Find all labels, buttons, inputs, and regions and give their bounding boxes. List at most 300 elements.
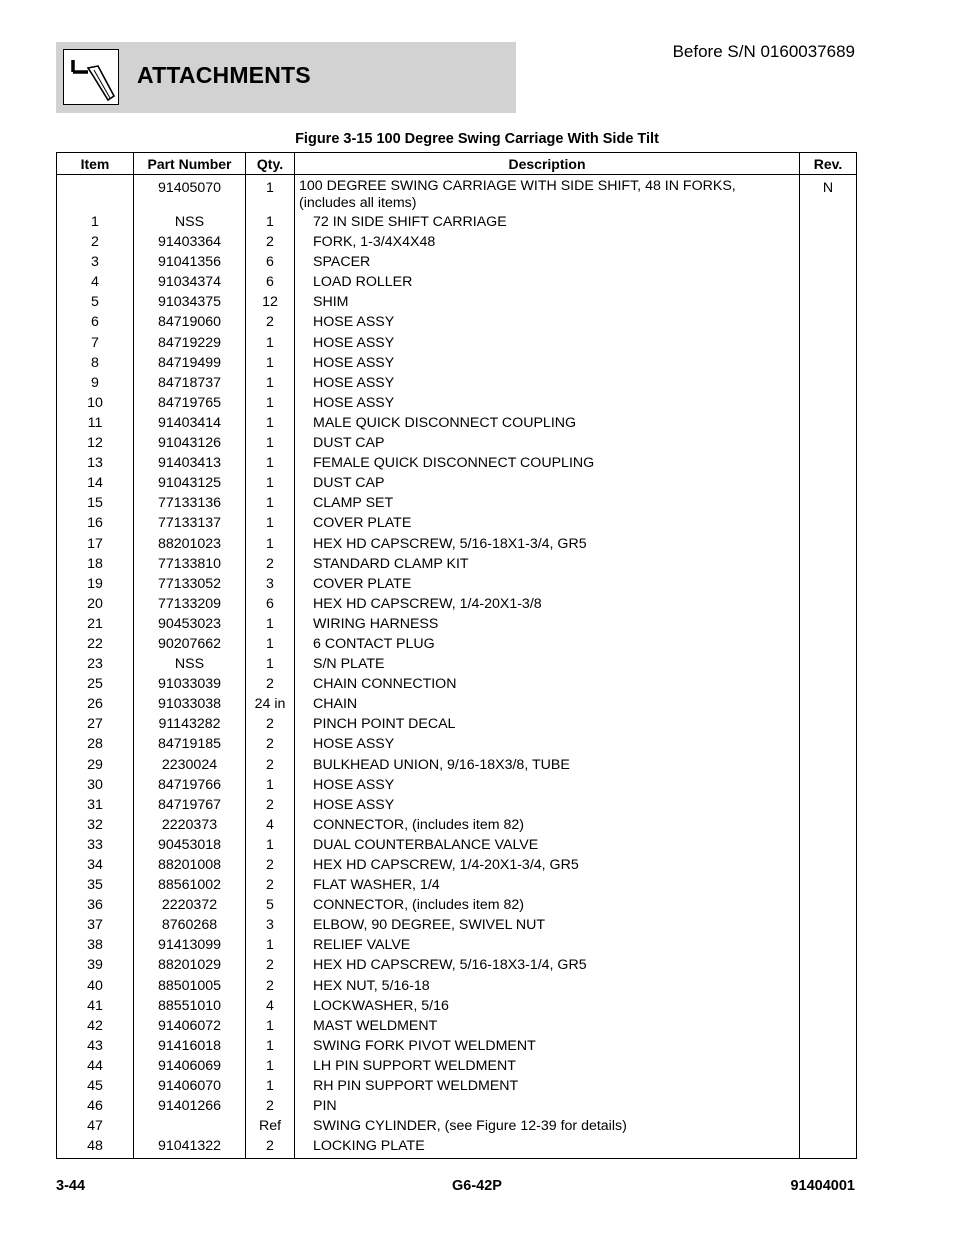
- cell-description: [295, 175, 800, 213]
- cell-item: 12: [57, 433, 134, 453]
- cell-description: [295, 775, 800, 795]
- table-row: [57, 513, 857, 533]
- description-text: HOSE ASSY: [313, 776, 395, 793]
- description-text: DUST CAP: [313, 475, 385, 492]
- cell-item: 39: [57, 955, 134, 975]
- description-text: HEX NUT, 5/16-18: [313, 977, 430, 994]
- cell-rev: [800, 493, 857, 513]
- cell-rev: [800, 433, 857, 453]
- cell-rev: [800, 734, 857, 754]
- cell-item: 45: [57, 1076, 134, 1096]
- cell-part-number: 88501005: [134, 976, 246, 996]
- page-number: 3-44: [56, 1178, 86, 1194]
- cell-part-number: 84719766: [134, 775, 246, 795]
- table-row: [57, 534, 857, 554]
- cell-rev: [800, 855, 857, 875]
- cell-qty: 1: [246, 935, 295, 955]
- cell-item: 36: [57, 895, 134, 915]
- description-text: LOAD ROLLER: [313, 274, 413, 291]
- cell-rev: N: [800, 175, 857, 213]
- cell-rev: [800, 654, 857, 674]
- cell-qty: 3: [246, 574, 295, 594]
- cell-description: [295, 1076, 800, 1096]
- description-text: CHAIN CONNECTION: [313, 676, 457, 693]
- description-text: HOSE ASSY: [313, 354, 395, 371]
- cell-rev: [800, 232, 857, 252]
- cell-qty: 1: [246, 614, 295, 634]
- cell-rev: [800, 212, 857, 232]
- cell-description: [295, 312, 800, 332]
- cell-description: [295, 1056, 800, 1076]
- cell-item: 11: [57, 413, 134, 433]
- cell-item: 5: [57, 292, 134, 312]
- cell-part-number: 90453023: [134, 614, 246, 634]
- table-row: [57, 734, 857, 754]
- description-text: HOSE ASSY: [313, 394, 395, 411]
- cell-rev: [800, 333, 857, 353]
- cell-qty: 2: [246, 795, 295, 815]
- table-row: [57, 413, 857, 433]
- table-row: [57, 815, 857, 835]
- cell-part-number: 90207662: [134, 634, 246, 654]
- cell-description: [295, 373, 800, 393]
- cell-part-number: 2230024: [134, 755, 246, 775]
- table-row: [57, 252, 857, 272]
- cell-part-number: 91143282: [134, 714, 246, 734]
- cell-description: [295, 1096, 800, 1116]
- description-text: MAST WELDMENT: [313, 1017, 438, 1034]
- cell-rev: [800, 373, 857, 393]
- cell-item: 4: [57, 272, 134, 292]
- table-row: [57, 674, 857, 694]
- table-row: [57, 915, 857, 935]
- cell-item: 37: [57, 915, 134, 935]
- description-text: DUST CAP: [313, 435, 385, 452]
- cell-rev: [800, 996, 857, 1016]
- cell-part-number: 91401266: [134, 1096, 246, 1116]
- cell-description: [295, 855, 800, 875]
- description-text: DUAL COUNTERBALANCE VALVE: [313, 836, 539, 853]
- cell-item: 21: [57, 614, 134, 634]
- cell-rev: [800, 674, 857, 694]
- table-row: [57, 654, 857, 674]
- cell-qty: 1: [246, 353, 295, 373]
- cell-description: [295, 815, 800, 835]
- cell-qty: 1: [246, 634, 295, 654]
- description-text: COVER PLATE: [313, 515, 412, 532]
- cell-item: 28: [57, 734, 134, 754]
- cell-item: 2: [57, 232, 134, 252]
- cell-qty: 3: [246, 915, 295, 935]
- cell-part-number: 88201008: [134, 855, 246, 875]
- cell-rev: [800, 513, 857, 533]
- cell-qty: 1: [246, 775, 295, 795]
- description-text: 72 IN SIDE SHIFT CARRIAGE: [313, 214, 507, 230]
- description-text: PINCH POINT DECAL: [313, 716, 456, 733]
- table-row: [57, 714, 857, 734]
- description-text: COVER PLATE: [313, 575, 412, 592]
- cell-qty: 24 in: [246, 694, 295, 714]
- cell-part-number: 8760268: [134, 915, 246, 935]
- cell-description: [295, 353, 800, 373]
- cell-part-number: 90453018: [134, 835, 246, 855]
- serial-note: Before S/N 0160037689: [672, 42, 855, 61]
- cell-rev: [800, 353, 857, 373]
- cell-qty: 1: [246, 393, 295, 413]
- description-text: SHIM: [313, 294, 349, 311]
- cell-item: 40: [57, 976, 134, 996]
- cell-rev: [800, 755, 857, 775]
- cell-part-number: 91034374: [134, 272, 246, 292]
- table-row: [57, 755, 857, 775]
- cell-description: [295, 252, 800, 272]
- cell-qty: 1: [246, 373, 295, 393]
- cell-part-number: 77133137: [134, 513, 246, 533]
- cell-part-number: 91033039: [134, 674, 246, 694]
- cell-qty: 2: [246, 674, 295, 694]
- cell-qty: 5: [246, 895, 295, 915]
- cell-part-number: 84719765: [134, 393, 246, 413]
- table-row: [57, 473, 857, 493]
- cell-qty: 1: [246, 333, 295, 353]
- cell-rev: [800, 252, 857, 272]
- cell-rev: [800, 1076, 857, 1096]
- cell-description: [295, 413, 800, 433]
- cell-rev: [800, 1016, 857, 1036]
- description-text: FORK, 1-3/4X4X48: [313, 234, 436, 251]
- table-row: [57, 614, 857, 634]
- table-row: [57, 955, 857, 975]
- cell-item: 34: [57, 855, 134, 875]
- cell-qty: 1: [246, 1056, 295, 1076]
- cell-part-number: [134, 1116, 246, 1136]
- cell-rev: [800, 594, 857, 614]
- cell-item: 9: [57, 373, 134, 393]
- cell-qty: 2: [246, 312, 295, 332]
- cell-item: 25: [57, 674, 134, 694]
- description-text: FLAT WASHER, 1/4: [313, 877, 440, 894]
- cell-rev: [800, 775, 857, 795]
- cell-rev: [800, 574, 857, 594]
- description-text: WIRING HARNESS: [313, 615, 439, 632]
- cell-item: 15: [57, 493, 134, 513]
- description-text: 6 CONTACT PLUG: [313, 635, 435, 652]
- table-row: [57, 175, 857, 213]
- description-line: 100 DEGREE SWING CARRIAGE WITH SIDE SHIFT, 48 IN FORKS,: [299, 178, 736, 194]
- cell-rev: [800, 1096, 857, 1116]
- cell-description: [295, 453, 800, 473]
- cell-item: 7: [57, 333, 134, 353]
- cell-qty: 6: [246, 594, 295, 614]
- cell-rev: [800, 976, 857, 996]
- cell-part-number: 91033038: [134, 694, 246, 714]
- cell-qty: 1: [246, 1016, 295, 1036]
- cell-qty: 2: [246, 875, 295, 895]
- table-row: [57, 1016, 857, 1036]
- cell-qty: 1: [246, 1076, 295, 1096]
- cell-rev: [800, 955, 857, 975]
- description-text: RH PIN SUPPORT WELDMENT: [313, 1078, 519, 1095]
- cell-description: [295, 554, 800, 574]
- cell-item: 16: [57, 513, 134, 533]
- table-row: [57, 312, 857, 332]
- description-text: ELBOW, 90 DEGREE, SWIVEL NUT: [313, 917, 546, 934]
- cell-description: [295, 574, 800, 594]
- table-row: [57, 1036, 857, 1056]
- cell-qty: 2: [246, 1136, 295, 1159]
- cell-item: 44: [57, 1056, 134, 1076]
- cell-description: [295, 795, 800, 815]
- cell-qty: 1: [246, 413, 295, 433]
- cell-item: 19: [57, 574, 134, 594]
- table-row: [57, 574, 857, 594]
- cell-part-number: 91406072: [134, 1016, 246, 1036]
- cell-part-number: 84719060: [134, 312, 246, 332]
- cell-part-number: 91034375: [134, 292, 246, 312]
- table-row: [57, 935, 857, 955]
- cell-part-number: 77133810: [134, 554, 246, 574]
- cell-qty: 1: [246, 1036, 295, 1056]
- cell-description: [295, 976, 800, 996]
- cell-rev: [800, 393, 857, 413]
- cell-description: [295, 915, 800, 935]
- cell-qty: 4: [246, 996, 295, 1016]
- cell-qty: 1: [246, 175, 295, 213]
- table-row: [57, 1096, 857, 1116]
- cell-rev: [800, 1056, 857, 1076]
- cell-rev: [800, 554, 857, 574]
- table-row: [57, 554, 857, 574]
- table-row: [57, 895, 857, 915]
- table-row: [57, 433, 857, 453]
- description-text: HOSE ASSY: [313, 374, 395, 391]
- table-row: [57, 996, 857, 1016]
- cell-description: [295, 513, 800, 533]
- cell-rev: [800, 634, 857, 654]
- cell-rev: [800, 534, 857, 554]
- col-header-part-number: Part Number: [134, 153, 246, 175]
- cell-part-number: 91041322: [134, 1136, 246, 1159]
- cell-item: 27: [57, 714, 134, 734]
- cell-description: [295, 955, 800, 975]
- cell-part-number: 88561002: [134, 875, 246, 895]
- table-row: [57, 634, 857, 654]
- description-text: CHAIN: [313, 696, 358, 713]
- cell-description: [295, 433, 800, 453]
- description-text: S/N PLATE: [313, 656, 385, 673]
- cell-qty: 6: [246, 272, 295, 292]
- cell-qty: 1: [246, 654, 295, 674]
- cell-item: [57, 175, 134, 213]
- cell-item: 38: [57, 935, 134, 955]
- cell-item: 14: [57, 473, 134, 493]
- cell-part-number: 77133209: [134, 594, 246, 614]
- cell-item: 43: [57, 1036, 134, 1056]
- cell-item: 35: [57, 875, 134, 895]
- cell-qty: 1: [246, 835, 295, 855]
- description-text: STANDARD CLAMP KIT: [313, 555, 469, 572]
- table-row: [57, 493, 857, 513]
- cell-description: [295, 996, 800, 1016]
- cell-description: [295, 1016, 800, 1036]
- cell-item: 46: [57, 1096, 134, 1116]
- description-text: HEX HD CAPSCREW, 1/4-20X1-3/4, GR5: [313, 857, 579, 873]
- cell-item: 8: [57, 353, 134, 373]
- cell-qty: 1: [246, 212, 295, 232]
- cell-description: [295, 935, 800, 955]
- cell-qty: 1: [246, 493, 295, 513]
- cell-description: [295, 674, 800, 694]
- description-text: SWING CYLINDER, (see Figure 12-39 for details): [313, 1118, 627, 1135]
- cell-part-number: 91043126: [134, 433, 246, 453]
- cell-description: [295, 292, 800, 312]
- cell-qty: 1: [246, 473, 295, 493]
- cell-description: [295, 534, 800, 554]
- cell-item: 30: [57, 775, 134, 795]
- cell-description: [295, 393, 800, 413]
- description-text: HEX HD CAPSCREW, 5/16-18X1-3/4, GR5: [313, 535, 587, 552]
- cell-rev: [800, 272, 857, 292]
- cell-item: 48: [57, 1136, 134, 1159]
- cell-item: 33: [57, 835, 134, 855]
- table-row: [57, 875, 857, 895]
- description-text: LH PIN SUPPORT WELDMENT: [313, 1057, 516, 1074]
- description-text: CLAMP SET: [313, 495, 394, 512]
- cell-rev: [800, 815, 857, 835]
- cell-part-number: 91405070: [134, 175, 246, 213]
- cell-item: 42: [57, 1016, 134, 1036]
- table-row: [57, 292, 857, 312]
- description-text: HEX HD CAPSCREW, 1/4-20X1-3/8: [313, 595, 542, 612]
- cell-part-number: 84719767: [134, 795, 246, 815]
- cell-qty: 4: [246, 815, 295, 835]
- cell-description: [295, 895, 800, 915]
- cell-part-number: 88551010: [134, 996, 246, 1016]
- cell-part-number: 91416018: [134, 1036, 246, 1056]
- description-text: MALE QUICK DISCONNECT COUPLING: [313, 414, 577, 431]
- document-number: 91404001: [790, 1178, 855, 1194]
- cell-description: [295, 634, 800, 654]
- cell-qty: 2: [246, 232, 295, 252]
- cell-part-number: 2220372: [134, 895, 246, 915]
- cell-part-number: 2220373: [134, 815, 246, 835]
- cell-qty: 1: [246, 513, 295, 533]
- table-row: [57, 453, 857, 473]
- cell-part-number: 77133136: [134, 493, 246, 513]
- table-row: [57, 353, 857, 373]
- table-row: [57, 795, 857, 815]
- cell-part-number: NSS: [134, 212, 246, 232]
- cell-item: 41: [57, 996, 134, 1016]
- cell-part-number: 91403364: [134, 232, 246, 252]
- description-text: RELIEF VALVE: [313, 937, 411, 954]
- cell-qty: 2: [246, 1096, 295, 1116]
- cell-description: [295, 1036, 800, 1056]
- cell-qty: 2: [246, 554, 295, 574]
- cell-qty: 2: [246, 976, 295, 996]
- cell-item: 22: [57, 634, 134, 654]
- cell-part-number: 84718737: [134, 373, 246, 393]
- figure-caption: Figure 3-15 100 Degree Swing Carriage With Side Tilt: [295, 131, 659, 147]
- table-row: [57, 835, 857, 855]
- table-header-row: [57, 153, 857, 175]
- cell-rev: [800, 694, 857, 714]
- cell-rev: [800, 1116, 857, 1136]
- cell-rev: [800, 915, 857, 935]
- description-text: HOSE ASSY: [313, 736, 395, 753]
- table-row: [57, 272, 857, 292]
- cell-description: [295, 333, 800, 353]
- cell-rev: [800, 935, 857, 955]
- cell-qty: 2: [246, 755, 295, 775]
- col-header-qty: Qty.: [246, 153, 295, 175]
- description-line: (includes all items): [299, 195, 417, 211]
- cell-part-number: 91403414: [134, 413, 246, 433]
- table-row: [57, 976, 857, 996]
- cell-rev: [800, 835, 857, 855]
- cell-description: [295, 694, 800, 714]
- cell-item: 18: [57, 554, 134, 574]
- cell-qty: 1: [246, 453, 295, 473]
- cell-part-number: 91406069: [134, 1056, 246, 1076]
- cell-rev: [800, 714, 857, 734]
- cell-description: [295, 734, 800, 754]
- cell-part-number: 91403413: [134, 453, 246, 473]
- description-text: HOSE ASSY: [313, 796, 395, 813]
- model-number: G6-42P: [452, 1178, 502, 1194]
- cell-description: [295, 473, 800, 493]
- cell-item: 23: [57, 654, 134, 674]
- cell-qty: 2: [246, 855, 295, 875]
- cell-qty: 2: [246, 714, 295, 734]
- cell-part-number: 91413099: [134, 935, 246, 955]
- cell-part-number: 91041356: [134, 252, 246, 272]
- cell-description: [295, 614, 800, 634]
- description-text: HEX HD CAPSCREW, 5/16-18X3-1/4, GR5: [313, 957, 587, 974]
- cell-part-number: 88201023: [134, 534, 246, 554]
- cell-description: [295, 755, 800, 775]
- table-row: [57, 393, 857, 413]
- cell-description: [295, 232, 800, 252]
- cell-rev: [800, 312, 857, 332]
- table-row: [57, 594, 857, 614]
- cell-part-number: NSS: [134, 654, 246, 674]
- cell-rev: [800, 453, 857, 473]
- table-row: [57, 775, 857, 795]
- table-row: [57, 694, 857, 714]
- col-header-rev: Rev.: [800, 153, 857, 175]
- description-text: HOSE ASSY: [313, 334, 395, 351]
- cell-item: 31: [57, 795, 134, 815]
- cell-description: [295, 212, 800, 232]
- cell-description: [295, 272, 800, 292]
- cell-qty: 2: [246, 955, 295, 975]
- description-text: BULKHEAD UNION, 9/16-18X3/8, TUBE: [313, 756, 570, 773]
- cell-part-number: 91043125: [134, 473, 246, 493]
- cell-item: 3: [57, 252, 134, 272]
- description-text: LOCKING PLATE: [313, 1138, 425, 1155]
- description-text: CONNECTOR, (includes item 82): [313, 816, 525, 833]
- cell-rev: [800, 875, 857, 895]
- cell-rev: [800, 292, 857, 312]
- cell-description: [295, 714, 800, 734]
- cell-qty: 2: [246, 734, 295, 754]
- table-row: [57, 333, 857, 353]
- cell-qty: 1: [246, 433, 295, 453]
- cell-item: 17: [57, 534, 134, 554]
- cell-item: 47: [57, 1116, 134, 1136]
- cell-rev: [800, 614, 857, 634]
